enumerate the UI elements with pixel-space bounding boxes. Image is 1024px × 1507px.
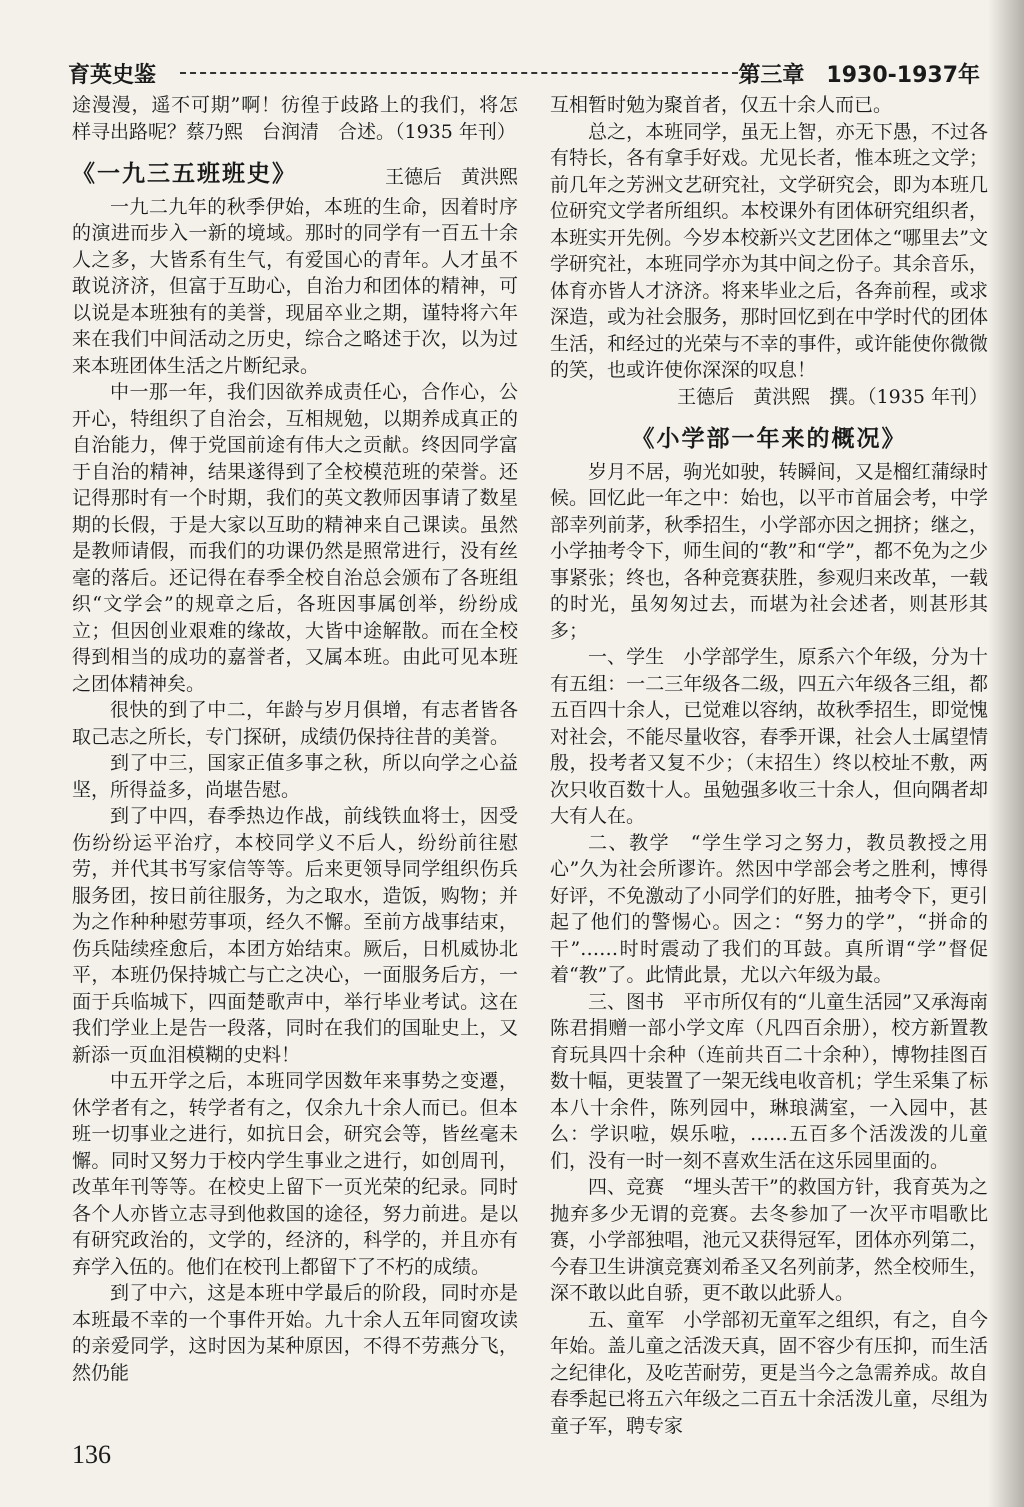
section-title-text: 《一九三五班班史》 bbox=[72, 161, 297, 187]
book-title: 育英史鉴 bbox=[68, 63, 157, 88]
paragraph: 中一那一年，我们因欲养成责任心，合作心，公开心，特组织了自治会，互相规勉，以期养成真正的自治能力，俾于党国前途有伟大之贡献。终因同学富于自治的精神，结果遂得到了全校模范班的荣誉。还记得那时有一个时期，我们的英文教师因事请了数星期的长假，于是大家以互助的精神来自己课读。虽然是教师请假，而我们的功课仍然是照常进行，没有丝毫的落后。还记得在春季全校自治总会颁布了各班组织“文学会”的规章之后，各班因事属创举，纷纷成立；但因创业艰难的缘故，大皆中途解散。而在全校得到相当的成功的嘉誉者，又属本班。由此可见本班之团体精神矣。 bbox=[72, 381, 518, 695]
paragraph: 到了中四，春季热边作战，前线铁血将士，因受伤纷纷运平治疗，本校同学义不后人，纷纷前往慰劳，并代其书写家信等等。后来更领导同学组织伤兵服务团，按日前往服务，为之取水，造饭，购物；并为之作种种慰劳事项，经久不懈。至前方战事结束，伤兵陆续痊愈后，本团方始结束。厥后，日机威协北平，本班仍保持城亡与亡之决心，一面服务后方，一面于兵临城下，四面楚歌声中，举行毕业考试。这在我们学业上是告一段落，同时在我们的国耻史上，又新添一页血泪模糊的史料！ bbox=[72, 805, 518, 1066]
paragraph: 四、竞赛 “埋头苦干”的救国方针，我育英为之抛弃多少无谓的竞赛。去冬参加了一次平市唱歌比赛，小学部独唱，池元又获得冠军，团体亦列第二，今春卫生讲演竞赛刘希圣又名列前茅，然全校师生，深不敢以此自骄，更不敢以此骄人。 bbox=[550, 1176, 988, 1304]
paragraph: 到了中六，这是本班中学最后的阶段，同时亦是本班最不幸的一个事件开始。九十余人五年同窗攻读的亲爱同学，这时因为某种原因，不得不劳燕分飞，然仍能 bbox=[72, 1282, 518, 1384]
intro-text: 途漫漫，遥不可期”啊！彷徨于歧路上的我们，将怎样寻出路呢？蔡乃熙 台润清 合述。（1935 年刊） bbox=[72, 94, 518, 143]
paragraph: 三、图书 平市所仅有的“儿童生活园”又承海南陈君捐赠一部小学文库（凡四百余册），校方新置教育玩具四十余种（连前共百二十余种），博物挂图百数十幅，更装置了一架无线电收音机；学生采集了标本八十余件，陈列园中，琳琅满室，一入园中，甚么：学识啦，娱乐啦，……五百多个活泼泼的儿童们，没有一时一刻不喜欢生活在这乐园里面的。 bbox=[550, 990, 988, 1172]
continuation-text: 互相暂时勉为聚首者，仅五十余人而已。 bbox=[550, 94, 893, 116]
section-title-primary-school: 《小学部一年来的概况》 bbox=[631, 426, 907, 452]
left-column bbox=[72, 92, 518, 1386]
signature-line: 王德后 黄洪熙 撰。（1935 年刊） bbox=[677, 385, 988, 408]
paragraph: 中五开学之后，本班同学因数年来事势之变遷，休学者有之，转学者有之，仅余九十余人而已。但本班一切事业之进行，如抗日会，研究会等，皆丝毫未懈。同时又努力于校内学生事业之进行，如创周刊，改革年刊等等。在校史上留下一页光荣的纪录。同时各个人亦皆立志寻到他救国的途径，努力前进。是以有研究政治的，文学的，经济的，科学的，并且亦有弃学入伍的。他们在校刊上都留下了不朽的成绩。 bbox=[72, 1070, 518, 1278]
section-authors: 王德后 黄洪熙 bbox=[384, 166, 518, 188]
right-column bbox=[550, 92, 988, 1439]
paragraph: 很快的到了中二，年龄与岁月俱增，有志者皆各取己志之所长，专门探研，成绩仍保持往昔的美誉。 bbox=[72, 699, 518, 748]
paragraph: 五、童军 小学部初无童军之组织，有之，自今年始。盖儿童之活泼天真，固不容少有压抑，而生活之纪律化，及吃苦耐劳，更是当今之急需养成。故自春季起已将五六年级之二百五十余活泼儿童，尽组为童子军，聘专家 bbox=[550, 1308, 988, 1437]
page-edge-shadow bbox=[988, 0, 1024, 1507]
paragraph: 到了中三，国家正值多事之秋，所以向学之心益坚，所得益多，尚堪告慰。 bbox=[72, 752, 518, 801]
paragraph: 总之，本班同学，虽无上智，亦无下愚，不过各有特长，各有拿手好戏。尤见长者，惟本班之文学；前几年之芳洲文艺研究社，文学研究会，即为本班几位研究文学者所组织。本校课外有团体研究组织者，本班实开先例。今岁本校新兴文艺团体之“哪里去”文学研究社，本班同学亦为其中间之份子。其余音乐，体育亦皆人才济济。将来毕业之后，各奔前程，或求深造，或为社会服务，那时回忆到在中学时代的团体生活，和经过的光荣与不幸的事件，或许能使你微微的笑，也或许使你深深的叹息！ bbox=[550, 120, 988, 381]
running-header bbox=[68, 58, 988, 88]
paragraph: 一九二九年的秋季伊始，本班的生命，因着时序的演进而步入一新的境域。那时的同学有一百五十余人之多，大皆系有生气，有爱国心的青年。人才虽不敢说济济，但富于互助心，自治力和团体的精神，可以说是本班独有的美誉，现届卒业之期，谨特将六年来在我们中间活动之历史，综合之略述于次，以为过来本班团体生活之片断纪录。 bbox=[72, 195, 518, 377]
section-title-class-history bbox=[72, 161, 518, 188]
header-rule bbox=[180, 72, 748, 74]
page-number: 136 bbox=[72, 1440, 111, 1469]
paragraph: 一、学生 小学部学生，原系六个年级，分为十有五组：一二三年级各二级，四五六年级各三组，都五百四十余人，已觉难以容纳，故秋季招生，即觉愧对社会，不能尽量收容，春季开课，社会人士属望情殷，投考者又复不少；（末招生）终以校址不敷，两次只收百数十人。虽勉强多收三十余人，但向隅者却大有人在。 bbox=[550, 646, 988, 827]
chapter-title: 第三章 1930-1937年 bbox=[738, 63, 980, 88]
paragraph: 岁月不居，驹光如驶，转瞬间，又是榴红蒲绿时候。回忆此一年之中：始也，以平市首届会考，中学部幸列前茅，秋季招生，小学部亦因之拥挤；继之，小学抽考令下，师生间的“教”和“学”，都不免为之少事紧张；终也，各种竞赛获胜，参观归来改革，一载的时光，虽匆匆过去，而堪为社会述者，则甚形其多； bbox=[550, 460, 988, 642]
paragraph: 二、教学 “学生学习之努力，教员教授之用心”久为社会所谬许。然因中学部会考之胜利，博得好评，不免激动了小同学们的好胜，抽考令下，更引起了他们的警惕心。因之：“努力的学”，“拼命的干”……时时震动了我们的耳鼓。真所谓“学”督促着“教”了。此情此景，尤以六年级为最。 bbox=[550, 831, 988, 986]
